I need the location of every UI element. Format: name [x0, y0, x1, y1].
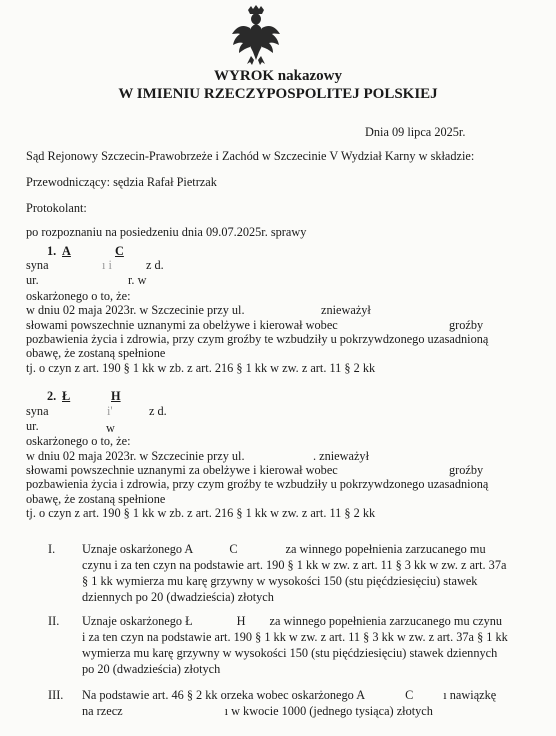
defendant-1-legal-basis: tj. o czyn z art. 190 § 1 kk w zb. z art. 216 § 1 kk w zw. z art. 11 § 2 kk — [26, 361, 376, 375]
defendant-1-threats: groźby — [449, 318, 484, 332]
ruling-1-numeral: I. — [48, 542, 56, 556]
verdict-subtitle: W IMIENIU RZECZYPOSPOLITEJ POLSKIEJ — [118, 86, 438, 102]
defendant-1-charge-line-4: obawę, że zostaną spełnione — [26, 346, 166, 360]
ruling-1-line-2: czynu i za ten czyn na podstawie art. 190 § 1 kk w zw. z art. 11 § 3 kk w zw. z art. 37a — [82, 558, 507, 572]
defendant-1-initial-last: C — [115, 244, 124, 258]
ruling-1-line-1: Uznaje oskarżonego A C za winnego popełnienia zarzucanego mu — [82, 542, 486, 556]
defendant-1-son-of: syna — [26, 258, 49, 272]
presiding-judge: Przewodniczący: sędzia Rafał Pietrzak — [26, 175, 217, 189]
defendant-1-initial-first: A — [62, 244, 71, 258]
ruling-1-line-3: § 1 kk wymierza mu karę grzywny w wysokości 150 (stu pięćdziesięciu) stawek — [82, 574, 478, 588]
defendant-2-charge-line-3: pozbawienia życia i zdrowia, przy czym groźby te wzbudziły u pokrzywdzonego uzasadnioną — [26, 477, 489, 491]
ruling-2-text — [82, 613, 508, 677]
protocol-clerk: Protokolant: — [26, 201, 87, 215]
defendant-2-nee: z d. — [149, 404, 167, 418]
verdict-title: WYROK nakazowy — [214, 68, 342, 84]
defendant-2-threats: groźby — [449, 463, 484, 477]
ruling-2-line-4: po 20 (dwadzieścia) złotych — [82, 662, 221, 676]
defendant-1-born-in: r. w — [128, 273, 147, 287]
defendant-2-charge-line-2: słowami powszechnie uznanymi za obelżywe i kierował wobec — [26, 463, 338, 477]
defendant-2-number: 2. — [47, 389, 57, 403]
ruling-3-numeral: III. — [48, 688, 64, 702]
ruling-3-line-2: na rzecz ı w kwocie 1000 (jednego tysiąca) złotych — [82, 704, 433, 718]
defendant-1-charge-verb: znieważył — [321, 303, 371, 317]
defendant-2-charge-verb: . znieważył — [313, 449, 369, 463]
defendant-1-charge-line-3: pozbawienia życia i zdrowia, przy czym groźby te wzbudziły u pokrzywdzonego uzasadnioną — [26, 332, 489, 346]
defendant-1-accused: oskarżonego o to, że: — [26, 289, 131, 303]
defendant-1-nee: z d. — [146, 258, 164, 272]
defendant-2-redacted-mark: i' — [107, 404, 113, 418]
ruling-1-line-4: dziennych po 20 (dwadzieścia) złotych — [82, 590, 274, 604]
ruling-2-line-3: wymierza mu karę grzywny w wysokości 150 (stu pięćdziesięciu) stawek dziennych — [82, 646, 498, 660]
defendant-2-son-of: syna — [26, 404, 49, 418]
verdict-date: Dnia 09 lipca 2025r. — [365, 125, 466, 139]
defendant-1-charge-line-2: słowami powszechnie uznanymi za obelżywe i kierował wobec — [26, 318, 338, 332]
defendant-2-charge-line-1: w dniu 02 maja 2023r. w Szczecinie przy ul. — [26, 449, 245, 463]
defendant-2-born: ur. — [26, 419, 39, 433]
court-composition: Sąd Rejonowy Szczecin-Prawobrzeże i Zachód w Szczecinie V Wydział Karny w składzie: — [26, 149, 475, 163]
defendant-1-charge-line-1: w dniu 02 maja 2023r. w Szczecinie przy ul. — [26, 303, 245, 317]
defendant-2-initial-first: Ł — [62, 389, 71, 403]
hearing-intro: po rozpoznaniu na posiedzeniu dnia 09.07.2025r. sprawy — [26, 225, 307, 239]
ruling-2-line-1: Uznaje oskarżonego Ł H za winnego popełnienia zarzucanego mu czynu — [82, 614, 503, 628]
defendant-1-number: 1. — [47, 244, 57, 258]
defendant-2-born-in: w — [106, 421, 115, 435]
defendant-1-born: ur. — [26, 273, 39, 287]
defendant-2-charge-line-4: obawę, że zostaną spełnione — [26, 492, 166, 506]
defendant-2-accused: oskarżonego o to, że: — [26, 434, 131, 448]
ruling-2-numeral: II. — [48, 614, 60, 628]
ruling-2-line-2: i za ten czyn na podstawie art. 190 § 1 kk w zw. z art. 11 § 3 kk w zw. z art. 37a § 1 kk — [82, 630, 508, 644]
defendant-1-redacted-mark: ı i — [102, 258, 112, 272]
polish-eagle-emblem — [229, 4, 283, 66]
ruling-1-text — [82, 541, 506, 605]
ruling-3-text — [82, 687, 496, 719]
ruling-3-line-1: Na podstawie art. 46 § 2 kk orzeka wobec oskarżonego A C ı nawiązkę — [82, 688, 497, 702]
defendant-2-legal-basis: tj. o czyn z art. 190 § 1 kk w zb. z art. 216 § 1 kk w zw. z art. 11 § 2 kk — [26, 506, 376, 520]
defendant-2-initial-last: H — [111, 389, 121, 403]
